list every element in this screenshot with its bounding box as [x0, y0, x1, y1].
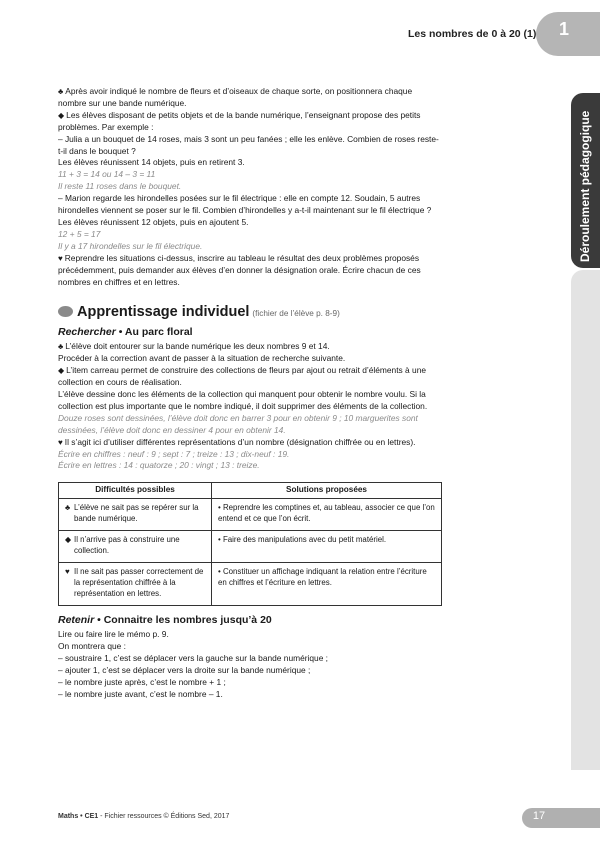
retenir-body [58, 629, 441, 700]
paragraph-text: 12 + 5 = 17 [58, 228, 101, 239]
section-heading [58, 304, 441, 320]
rechercher-paragraph [58, 437, 441, 449]
difficulty-cell [59, 531, 212, 563]
intro-paragraph [58, 217, 441, 229]
rechercher-paragraph [58, 449, 441, 461]
retenir-line: – soustraire 1, c’est se déplacer vers la gauche sur la bande numérique ; [58, 652, 329, 663]
paragraph-text: Reprendre les situations ci-dessus, inscrire au tableau le résultat des deux problèmes proposés précédemment, puis demander aux élèves d’en donner la désignation orale. Écrire chacun de ces nombres en chiffres et en lettres. [58, 252, 421, 287]
rechercher-paragraph [58, 353, 441, 365]
retenir-line: – le nombre juste après, c’est le nombre + 1 ; [58, 676, 226, 687]
difficulty-text: L’élève ne sait pas se repérer sur la bande numérique. [74, 502, 199, 523]
intro-paragraph [58, 110, 441, 134]
suit-symbol-icon: ◆ [58, 110, 65, 120]
paragraph-text: L’élève doit entourer sur la bande numérique les deux nombres 9 et 14. [65, 341, 330, 352]
solution-cell: • Faire des manipulations avec du petit matériel. [212, 531, 442, 563]
paragraph-text: Les élèves disposant de petits objets et de la bande numérique, l’enseignant propose des petits problèmes. Par exemple : [58, 109, 421, 132]
section-bullet-icon [58, 306, 73, 317]
rechercher-paragraph [58, 460, 441, 472]
difficulty-text: Il ne sait pas passer correctement de la représentation chiffrée à la représentation en lettres. [74, 567, 204, 598]
solution-cell: • Constituer un affichage indiquant la relation entre l’écriture en chiffres et l’écriture en lettres. [212, 563, 442, 606]
table-header-row [59, 483, 442, 499]
paragraph-text: L’élève dessine donc les éléments de la collection qui manquent pour obtenir le nombre voulu. Si la collection est plus importante que le nombre indiqué, il doit supprimer des éléments de la collection. [58, 389, 428, 411]
footer-credit [58, 813, 229, 820]
paragraph-text: Procéder à la correction avant de passer à la situation de recherche suivante. [58, 353, 346, 364]
paragraph-text: Il s’agit ici d’utiliser différentes représentations d’un nombre (désignation chiffrée ou en lettres). [64, 436, 416, 447]
table-row [59, 563, 442, 606]
rechercher-body [58, 341, 441, 472]
suit-symbol-icon: ♣ [65, 502, 71, 512]
section-title: Apprentissage individuel [77, 304, 250, 321]
retenir-line: – ajouter 1, c’est se déplacer vers la droite sur la bande numérique ; [58, 664, 311, 675]
rechercher-paragraph [58, 365, 441, 389]
intro-paragraph [58, 229, 441, 241]
intro-paragraph [58, 157, 441, 169]
suit-symbol-icon: ♣ [58, 342, 64, 352]
paragraph-text: Il y a 17 hirondelles sur le fil électrique. [58, 240, 203, 251]
paragraph-text: Les élèves réunissent 14 objets, puis en retirent 3. [58, 157, 245, 168]
table-header-difficulties: Difficultés possibles [59, 483, 212, 499]
paragraph-text: Après avoir indiqué le nombre de fleurs et d’oiseaux de chaque sorte, on positionnera chaque nombre sur une bande numérique. [58, 86, 413, 108]
rechercher-paragraph [58, 413, 441, 437]
suit-symbol-icon: ♣ [58, 87, 64, 96]
intro-paragraph [58, 169, 441, 181]
retenir-heading [58, 614, 441, 626]
side-tab-label: Déroulement pédagogique [578, 110, 592, 262]
page-title: Les nombres de 0 à 20 (1) [408, 28, 537, 40]
retenir-line: Lire ou faire lire le mémo p. 9. [58, 629, 169, 640]
paragraph-text: – Julia a un bouquet de 14 roses, mais 3 sont un peu fanées ; elle les enlève. Combien de roses reste-t-il dans le bouquet ? [58, 133, 439, 156]
intro-paragraph [58, 86, 441, 110]
difficulty-cell [59, 563, 212, 606]
main-content [58, 86, 441, 701]
rechercher-label: Rechercher [58, 326, 116, 339]
paragraph-text: Il reste 11 roses dans le bouquet. [58, 181, 182, 192]
footer-publisher: - Fichier ressources © Éditions Sed, 2017 [98, 813, 230, 820]
retenir-line: On montrera que : [58, 641, 126, 652]
table-row [59, 498, 442, 530]
retenir-label: Retenir [58, 614, 95, 627]
table-row [59, 531, 442, 563]
paragraph-text: – Marion regarde les hirondelles posées sur le fil électrique : elle en compte 12. Soudain, 5 autres hirondelles viennent se poser sur le fil. Combien d’hirondelles y a-t-il maintenant sur le fil électrique ? [58, 193, 432, 216]
paragraph-text: Les élèves réunissent 12 objets, puis en ajoutent 5. [58, 216, 249, 227]
page-number: 17 [532, 810, 546, 822]
intro-paragraph [58, 241, 441, 253]
chapter-number: 1 [558, 19, 569, 39]
section-reference: (fichier de l’élève p. 8-9) [252, 309, 340, 319]
intro-paragraph [58, 253, 441, 289]
rechercher-title: • Au parc floral [115, 326, 193, 339]
difficulty-line [65, 535, 205, 556]
paragraph-text: Douze roses sont dessinées, l’élève doit donc en barrer 3 pour en obtenir 9 ; 10 marguerites sont dessinées, l’élève doit donc en dessiner 4 pour en obtenir 14. [58, 412, 418, 435]
intro-paragraph [58, 193, 441, 217]
paragraph-text: 11 + 3 = 14 ou 14 – 3 = 11 [58, 169, 156, 180]
footer-book-title: Maths • CE1 [58, 813, 99, 820]
side-tab-inactive [571, 270, 600, 770]
suit-symbol-icon: ◆ [65, 535, 72, 545]
paragraph-text: L’item carreau permet de construire des collections de fleurs par ajout ou retrait d’éléments à une collection en cours de réalisation. [58, 365, 427, 388]
paragraph-text: Écrire en chiffres : neuf : 9 ; sept : 7 ; treize : 13 ; dix-neuf : 19. [58, 448, 290, 459]
intro-section [58, 86, 441, 288]
difficulties-table [58, 482, 442, 606]
intro-paragraph [58, 134, 441, 158]
suit-symbol-icon: ◆ [58, 366, 65, 376]
suit-symbol-icon: ♥ [58, 437, 63, 447]
intro-paragraph [58, 181, 441, 193]
suit-symbol-icon: ♥ [58, 253, 63, 263]
retenir-title: • Connaitre les nombres jusqu’à 20 [94, 614, 272, 627]
suit-symbol-icon: ♥ [65, 567, 70, 577]
difficulty-line [65, 503, 205, 524]
difficulty-cell [59, 498, 212, 530]
rechercher-heading [58, 326, 441, 338]
paragraph-text: Écrire en lettres : 14 : quatorze ; 20 : vingt ; 13 : treize. [58, 460, 260, 471]
difficulty-line [65, 567, 205, 599]
table-header-solutions: Solutions proposées [212, 483, 442, 499]
solution-cell: • Reprendre les comptines et, au tableau, associer ce que l’on entend et ce que l’on écrit. [212, 498, 442, 530]
rechercher-paragraph [58, 389, 441, 413]
retenir-line: – le nombre juste avant, c’est le nombre – 1. [58, 688, 223, 699]
rechercher-paragraph [58, 341, 441, 353]
difficulty-text: Il n’arrive pas à construire une collection. [74, 535, 180, 555]
